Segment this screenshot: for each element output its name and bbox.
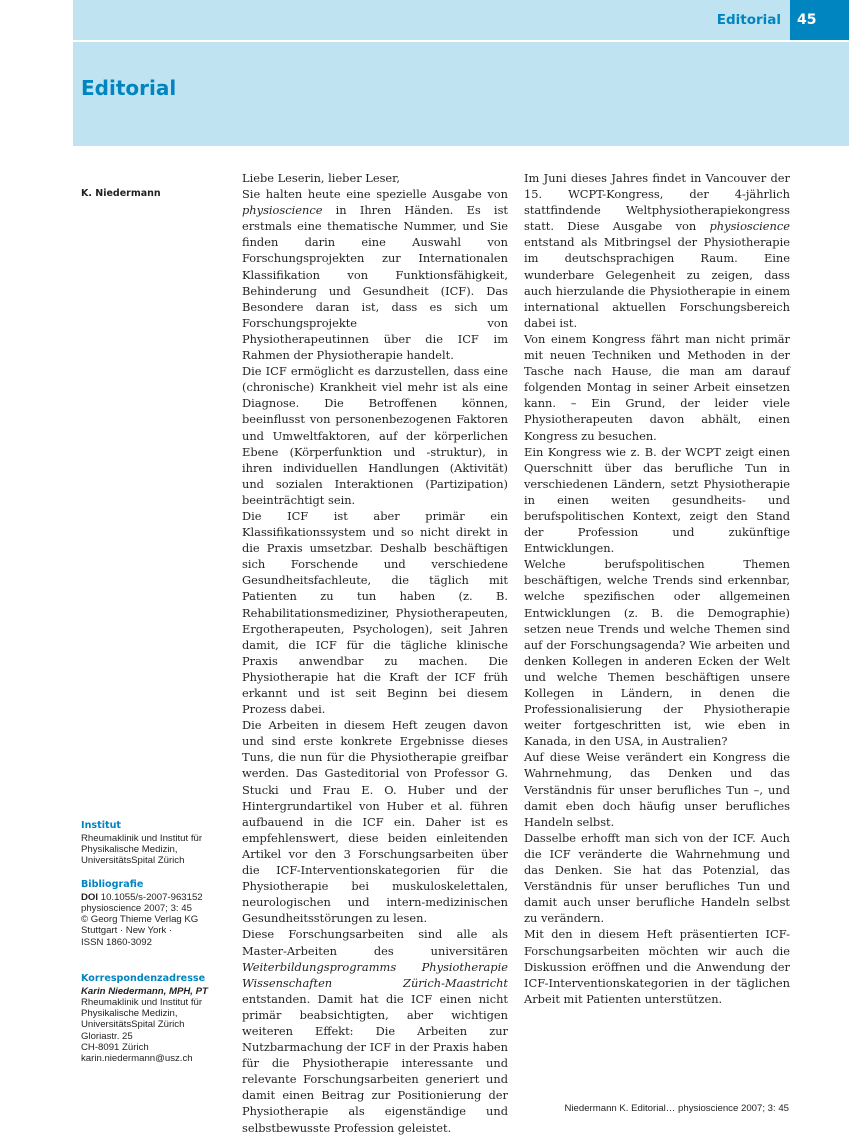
institut-block <box>81 820 231 866</box>
header-divider <box>73 40 849 42</box>
text-run: Sie halten heute eine spezielle Ausgabe von <box>242 187 508 202</box>
institut-line: Physikalische Medizin, <box>81 843 178 855</box>
paragraph: Dasselbe erhofft man sich von der ICF. Auch die ICF veränderte die Wahrnehmung und das Denken. Sie hat das Potenzial, das Verständnis für unser berufliches Tun und damit auch unser berufliche Handeln selbst zu verändern. <box>524 830 790 926</box>
doi-label: DOI <box>81 891 99 903</box>
text-run: in Ihren Händen. Es ist erstmals eine thematische Nummer, und Sie finden darin eine Auswahl von Forschungsprojekten zur Internationalen Klassifikation von Funktionsfähigkeit, Behinderung und Gesundheit (ICF). Das Besondere daran ist, dass es sich um Forschungsprojekte von Physiotherapeutinnen über die ICF im Rahmen der Physiotherapie handelt. <box>242 203 508 363</box>
paragraph: Welche berufspolitischen Themen beschäftigen, welche Trends sind erkennbar, welche spezifischen oder allgemeinen Entwicklungen (z. B. die Demographie) setzen neue Trends und welche Themen sind auf der Forschungsagenda? Wie arbeiten und denken Kollegen in anderen Ecken der Welt und welche Themen beschäftigen unsere Kollegen in Ländern, in denen die Professionalisierung der Physiotherapie weiter fortgeschritten ist, wie eben in Kanada, in den USA, in Australien? <box>524 557 790 749</box>
paragraph: Die Arbeiten in diesem Heft zeugen davon und sind erste konkrete Ergebnisse dieses Tuns, die nun für die Physiotherapie greifbar werden. Das Gasteditorial von Professor G. Stucki und Frau E. O. Huber und der Hintergrundartikel von Huber et al. führen aufbauend in die ICF ein. Daher ist es empfehlenswert, diese beiden einleitenden Artikel vor den 3 Forschungsarbeiten über die ICF-Interventionskategorien für die Physiotherapie bei muskuloskelettalen, neurologischen und intern-medizinischen Gesundheitsstörungen zu lesen. <box>242 718 508 926</box>
doi-line <box>81 892 231 903</box>
journal-name: physioscience <box>242 203 323 218</box>
institut-heading: Institut <box>81 820 121 831</box>
text-run: Im Juni dieses Jahres findet in Vancouver der 15. WCPT-Kongress, der 4-jährlich stattfindende Weltphysiotherapiekongress statt. Diese Ausgabe von <box>524 171 790 234</box>
bibliografie-block <box>81 879 231 948</box>
running-head: Editorial <box>716 12 781 28</box>
author-name: K. Niedermann <box>81 188 161 199</box>
page-title: Editorial <box>81 76 177 100</box>
paragraph: Die ICF ist aber primär ein Klassifikationssystem und so nicht direkt in die Praxis umsetzbar. Deshalb beschäftigen sich Forschende und verschiedene Gesundheitsfachleute, die täglich mit Patienten zu tun haben (z. B. Rehabilitationsmediziner, Physiotherapeuten, Ergotherapeuten, Psychologen), seit Jahren damit, die ICF für die tägliche klinische Praxis anwendbar zu machen. Die Physiotherapie hat die Kraft der ICF früh erkannt und ist seit Beginn bei diesem Prozess dabei. <box>242 508 508 717</box>
page-number: 45 <box>790 0 849 40</box>
paragraph: Die ICF ermöglicht es darzustellen, dass eine (chronische) Krankheit viel mehr ist als eine Diagnose. Die Betroffenen können, beeinflusst von personenbezogenen Faktoren und Umweltfaktoren, auf der körperlichen Ebene (Körperfunktion und -struktur), in ihren individuellen Handlungen (Aktivität) und sozialen Interaktionen (Partizipation) beeinträchtigt sein. <box>242 364 508 507</box>
text-run: Diese Forschungsarbeiten sind alle als Master-Arbeiten des universitären <box>242 927 508 958</box>
body-column-right <box>524 170 790 1007</box>
bibliografie-line: Stuttgart · New York · <box>81 925 173 937</box>
institut-line: UniversitätsSpital Zürich <box>81 855 185 867</box>
address-line: Gloriastr. 25 <box>81 1030 133 1042</box>
address-line: Physikalische Medizin, <box>81 1008 178 1020</box>
body-column-left <box>242 170 508 1136</box>
institut-line: Rheumaklinik und Institut für <box>81 832 203 844</box>
correspondent-name: Karin Niedermann, MPH, PT <box>81 985 208 997</box>
paragraph <box>524 170 790 331</box>
email-line: karin.niedermann@usz.ch <box>81 1053 193 1065</box>
text-run: entstanden. Damit hat die ICF einen nicht primär beabsichtigten, aber wichtigen weiteren Effekt: Die Arbeiten zur Nutzbarmachung der ICF in der Praxis haben für die Physiotherapie interessante und relevante Forschungsarbeiten generiert und damit einen Beitrag zur Positionierung der Physiotherapie als eigenständige und selbstbewusste Profession geleistet. <box>242 991 508 1135</box>
greeting: Liebe Leserin, lieber Leser, <box>242 171 400 185</box>
program-name: Weiterbildungsprogramms Physiotherapie Wissenschaften Zürich-Maastricht <box>242 959 508 990</box>
paragraph: Ein Kongress wie z. B. der WCPT zeigt einen Querschnitt über das berufliche Tun in verschiedenen Ländern, setzt Physiotherapie in einen weiten gesundheits- und berufspolitischen Kontext, zeigt den Stand der Profession und zukünftige Entwicklungen. <box>524 444 790 556</box>
journal-name: physioscience <box>709 219 790 234</box>
paragraph <box>242 926 508 1135</box>
korrespondenz-block <box>81 973 231 1065</box>
paragraph: Von einem Kongress fährt man nicht primär mit neuen Techniken und Methoden in der Tasche nach Hause, die man am darauf folgenden Montag in seiner Arbeit einsetzen kann. – Ein Grund, der leider viele Physiotherapeuten davon abhält, einen Kongress zu besuchen. <box>524 331 790 443</box>
bibliografie-heading: Bibliografie <box>81 879 144 890</box>
address-line: UniversitätsSpital Zürich <box>81 1019 185 1031</box>
bibliografie-line: physioscience 2007; 3: 45 <box>81 902 192 914</box>
bibliografie-line: © Georg Thieme Verlag KG <box>81 914 199 926</box>
address-line: Rheumaklinik und Institut für <box>81 996 203 1008</box>
paragraph <box>242 186 508 363</box>
paragraph: Auf diese Weise verändert ein Kongress die Wahrnehmung, das Denken und das Verständnis für unser berufliches Tun –, und damit eben doch häufig unser berufliches Handeln selbst. <box>524 750 790 829</box>
paragraph: Mit den in diesem Heft präsentierten ICF-Forschungsarbeiten möchten wir auch die Diskussion eröffnen und die Anwendung der ICF-Interventionskategorien in der täglichen Arbeit mit Patienten unterstützen. <box>524 927 790 1006</box>
address-line: CH-8091 Zürich <box>81 1041 149 1053</box>
bibliografie-line: ISSN 1860-3092 <box>81 936 152 948</box>
korrespondenz-heading: Korrespondenzadresse <box>81 973 206 984</box>
doi-value: 10.1055/s-2007-963152 <box>100 891 203 903</box>
text-run: entstand als Mitbringsel der Physiotherapie im deutschsprachigen Raum. Eine wunderbare Gelegenheit zu zeigen, dass auch hierzulande die Physiotherapie in einem international aktuellen Forschungsbereich dabei ist. <box>524 235 790 330</box>
footer-citation: Niedermann K. Editorial… physioscience 2007; 3: 45 <box>564 1103 789 1114</box>
